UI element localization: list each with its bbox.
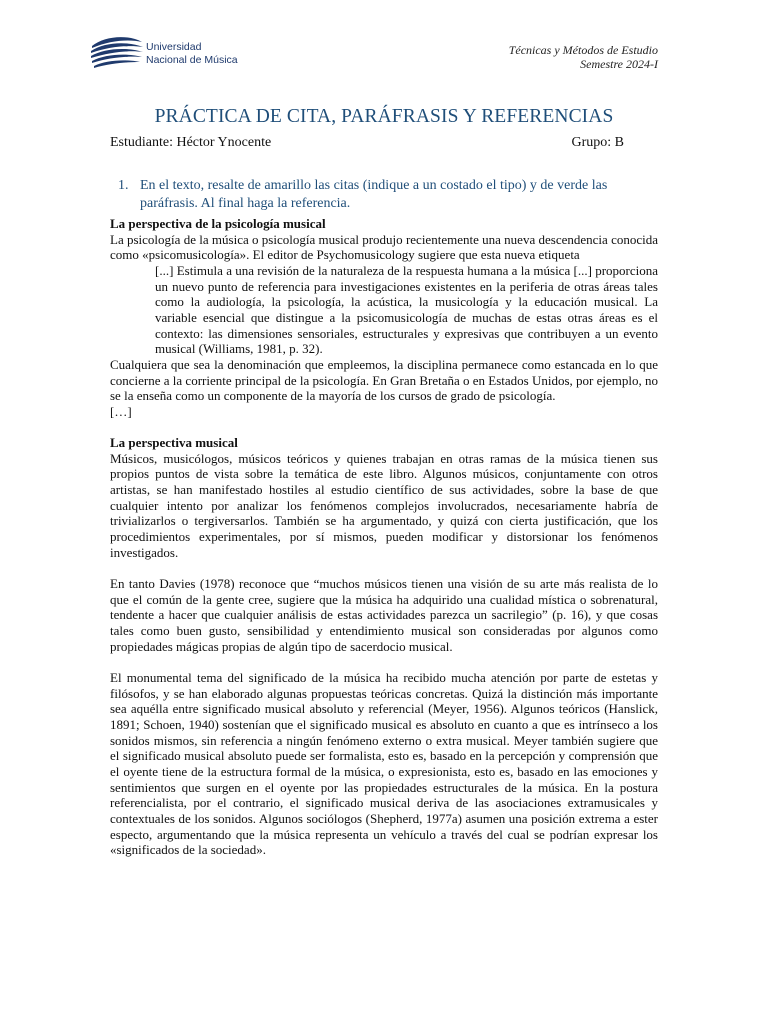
logo-line-2: Nacional de Música: [146, 54, 238, 66]
logo-line-1: Universidad: [146, 41, 202, 53]
course-header: [509, 43, 658, 71]
document-body: [110, 216, 658, 858]
paragraph-meaning: El monumental tema del significado de la música ha recibido mucha atención por parte de estetas y filósofos, y se han elaborado algunas propuestas teóricas concretas. Quizá la distinción más importante sea aquélla entre significado musical absoluto y referencial (Meyer, 1956). Algunos teóricos (Hanslick, 1891; Schoen, 1940) sostenían que el significado musical es absoluto en cuanto a que es intrínseco a los sonidos mismos, sin referencia a ningún fenómeno externo o extra musical. Meyer también sugiere que el significado musical absoluto puede ser formalista, esto es, basado en la percepción y comprensión que el oyente tiene de la estructura formal de la música, o expresionista, esto es, basado en las emociones y sentimientos que surgen en el oyente por las propiedades estructurales de la música. En la postura referencialista, por el contrario, el significado musical deriva de las asociaciones extramusicales y contextuales de los sonidos. Algunos sociólogos (Shepherd, 1977a) asumen una posición extrema a ester especto, argumentando que la música representa un vehículo a través del cual se podrían expresar los «significados de la sociedad».: [110, 669, 658, 858]
logo-emblem-icon: [90, 36, 144, 70]
student-name: Estudiante: Héctor Ynocente: [110, 135, 272, 150]
instruction-item: [118, 177, 660, 212]
instruction-number: 1.: [118, 178, 129, 193]
course-name: Técnicas y Métodos de Estudio: [508, 43, 658, 57]
instruction-text: En el texto, resalte de amarillo las citas (indique a un costado el tipo) y de verde las paráfrasis. Al final haga la referencia.: [140, 178, 608, 211]
paragraph-intro: La psicología de la música o psicología musical produjo recientemente una nueva descendencia conocida como «psicomusicología». El editor de Psychomusicology sugiere que esta nueva etiqueta: [110, 231, 658, 263]
section-heading-psychology: La perspectiva de la psicología musical: [110, 216, 326, 231]
section-heading-musical: La perspectiva musical: [110, 435, 238, 451]
block-quote: [...] Estimula a una revisión de la naturaleza de la respuesta humana a la música [...] proporciona un nuevo punto de referencia para investigaciones existentes en la periferia de otras áreas tales como la audiología, la psicología, la acústica, la musicología y la educación musical. La variable esencial que distingue a la psicomusicología de muchas de estas otras áreas es el contexto: las dimensiones sensoriales, estructurales y expresivas que contribuyen a un evento musical (Williams, 1981, p. 32).: [155, 262, 658, 357]
paragraph-musicians: Músicos, musicólogos, músicos teóricos y quienes trabajan en otras ramas de la música tienen sus propios puntos de vista sobre la temática de este libro. Algunos músicos, conjuntamente con otros artistas, se han manifestado hostiles al estudio científico de sus actividades, sobre la base de que cualquier intento por analizar los fenómenos complejos involucrados, necesariamente habría de trivializarlos o tergiversarlos. También se ha argumentado, y quizá con cierta justificación, que los procedimientos experimentales, por sí mismos, pueden modificar y distorsionar los fenómenos investigados.: [110, 450, 658, 560]
paragraph-followup: Cualquiera que sea la denominación que empleemos, la disciplina permanece como estancada en lo que concierne a la corriente principal de la psicología. En Gran Bretaña o en Estados Unidos, por ejemplo, no se la enseña como un componente de la mayoría de los cursos de grado de psicología.: [110, 356, 658, 404]
paragraph-davies: En tanto Davies (1978) reconoce que “muchos músicos tienen una visión de su arte más realista de lo que el común de la gente cree, sugiere que la música ha adquirido una cualidad mística o sobrenatural, tendente a hacer que cualquier análisis de estas actividades parezca un sacrilegio” (p. 16), y que cosas tales como buen gusto, sensibilidad y entendimiento musical son consideradas por algunos como propiedades mágicas propias de algún tipo de sacerdocio musical.: [110, 576, 658, 654]
page-title: PRÁCTICA DE CITA, PARÁFRASIS Y REFERENCIAS: [154, 106, 614, 127]
group-label: Grupo: B: [571, 135, 624, 150]
university-logo: [90, 36, 240, 70]
ellipsis-marker: […]: [110, 403, 132, 419]
semester-label: Semestre 2024-I: [580, 57, 658, 71]
student-row: [110, 135, 624, 151]
